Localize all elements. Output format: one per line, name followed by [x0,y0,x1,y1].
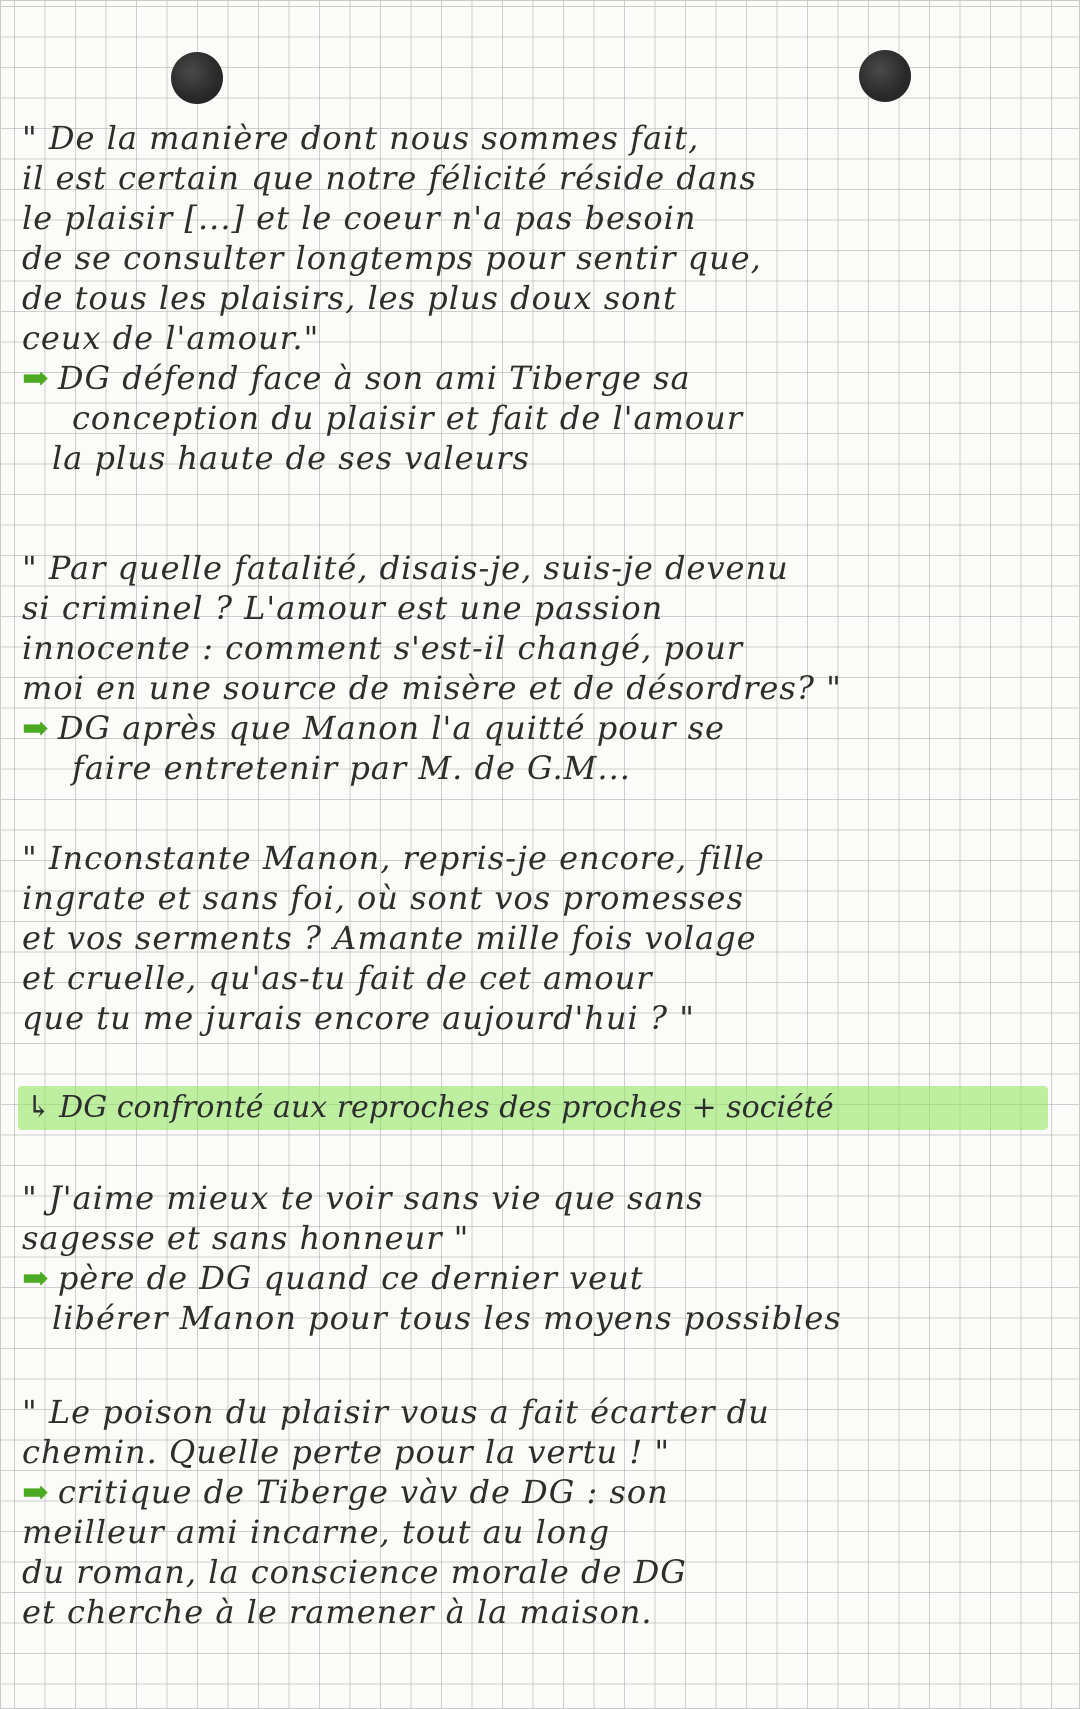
quote-line: il est certain que notre félicité réside dans [22,159,757,197]
quote-line: " De la manière dont nous sommes fait, [22,119,700,157]
arrow-right-icon: ➡ [22,1259,50,1297]
punch-hole-right [859,50,911,102]
quote-line: si criminel ? L'amour est une passion [22,589,664,627]
comment-line: meilleur ami incarne, tout au long [22,1513,611,1551]
quote-line: chemin. Quelle perte pour la vertu ! " [22,1433,671,1471]
quote-line: " Par quelle fatalité, disais-je, suis-je devenu [22,549,789,587]
punch-hole-left [171,52,223,104]
highlighted-note [26,1088,834,1128]
quote-line: innocente : comment s'est-il changé, pour [22,629,744,667]
comment-line: libérer Manon pour tous les moyens possibles [52,1299,842,1337]
comment-line: conception du plaisir et fait de l'amour [72,399,744,437]
quote-block-3 [22,838,1062,1038]
comment-text: DG après que Manon l'a quitté pour se [57,709,725,747]
quote-block-1 [22,118,1062,478]
comment-line: du roman, la conscience morale de DG [22,1553,687,1591]
comment-text: critique de Tiberge vàv de DG : son [57,1473,669,1511]
quote-block-2 [22,548,1062,788]
highlighted-text: DG confronté aux reproches des proches + société [59,1090,834,1125]
quote-line: que tu me jurais encore aujourd'hui ? " [22,999,695,1037]
quote-line: sagesse et sans honneur " [22,1219,470,1257]
comment-line: faire entretenir par M. de G.M... [72,749,631,787]
quote-line: le plaisir [...] et le coeur n'a pas besoin [22,199,697,237]
quote-line: et vos serments ? Amante mille fois volage [22,919,757,957]
quote-line: et cruelle, qu'as-tu fait de cet amour [22,959,653,997]
quote-block-5 [22,1392,1062,1632]
quote-line: ceux de l'amour." [22,319,320,357]
arrow-right-icon: ➡ [22,709,50,747]
quote-line: " Le poison du plaisir vous a fait écarter du [22,1393,770,1431]
comment-line [22,358,1062,398]
quote-line: " J'aime mieux te voir sans vie que sans [22,1179,704,1217]
quote-line: moi en une source de misère et de désordres? " [22,669,842,707]
arrow-right-icon: ➡ [22,1473,50,1511]
arrow-right-icon: ➡ [22,359,50,397]
comment-line: et cherche à le ramener à la maison. [22,1593,653,1631]
comment-text: DG défend face à son ami Tiberge sa [57,359,691,397]
hook-arrow-icon: ↳ [26,1090,52,1125]
comment-line [22,708,1062,748]
quote-line: de tous les plaisirs, les plus doux sont [22,279,677,317]
quote-line: ingrate et sans foi, où sont vos promesses [22,879,744,917]
comment-text: père de DG quand ce dernier veut [57,1259,644,1297]
comment-line: la plus haute de ses valeurs [52,439,530,477]
quote-block-4 [22,1178,1062,1338]
comment-line [22,1472,1062,1512]
quote-line: de se consulter longtemps pour sentir que, [22,239,762,277]
comment-line [22,1258,1062,1298]
quote-line: " Inconstante Manon, repris-je encore, fille [22,839,765,877]
